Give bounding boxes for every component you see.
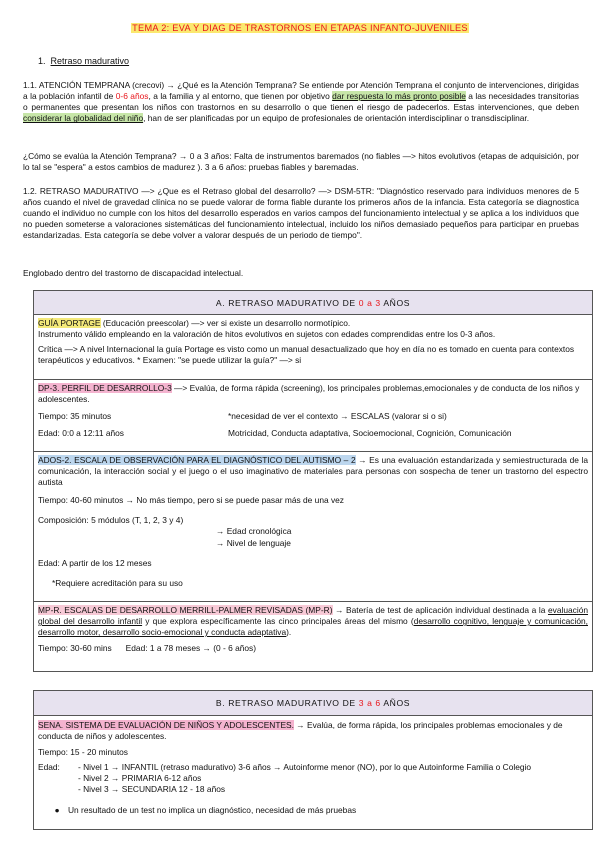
page-title: TEMA 2: EVA Y DIAG DE TRASTORNOS EN ETAPAS INFANTO-JUVENILES xyxy=(132,23,468,33)
bullet-item: ● Un resultado de un test no implica un diagnóstico, necesidad de más pruebas xyxy=(38,805,588,816)
paragraph-atencion-temprana: 1.1. ATENCIÓN TEMPRANA (crecovi) → ¿Qué es la Atención Temprana? Se entiende por Atención Temprana el conjunto de intervenciones, dirigidas a la población infantil de 0-6 años, a la familia y al entorno, que tienen por objetivo dar respuesta lo más pronto posible a las necesidades transitorias o permanentes que presentan los niños con trastornos en su desarrollo o que tienen el riesgo de padecerlos. Estas intervenciones, que deben considerar la globalidad del niño, han de ser planificadas por un equipo de profesionales de orientación interdisciplinar o transdisciplinar. xyxy=(23,80,579,124)
box-retraso-0-3 xyxy=(33,290,593,672)
section-ados2: ADOS-2. ESCALA DE OBSERVACIÓN PARA EL DIAGNÓSTICO DEL AUTISMO – 2 → Es una evaluación estandarizada y semiestructurada de la comunicación, la interacción social y el juego o el uso imaginativo de materiales para personas con sospecha de tener un trastorno del espectro autista Tiempo: 40-60 minutos → No más tiempo, pero si se puede pasar más de una vez Composición: 5 módulos (T, 1, 2, 3 y 4) → Edad cronológica → Nivel de lenguaje Edad: A partir de los 12 meses *Requiere acreditación para su uso xyxy=(34,452,592,602)
level-item: - Nivel 1 → INFANTIL (retraso madurativo) 3-6 años → Autoinforme menor (NO), por lo que Autoinforme Familia o Colegio xyxy=(78,762,532,773)
level-item: - Nivel 3 → SECUNDARIA 12 - 18 años xyxy=(78,784,226,795)
bullet-icon: ● xyxy=(54,804,60,815)
paragraph-retraso-madurativo: 1.2. RETRASO MADURATIVO —> ¿Que es el Retraso global del desarrollo? —> DSM-5TR: "Diagnóstico reservado para individuos menores de 5 años cuando el nivel de gravedad clínica no se puede valorar de forma fiable durante los primeros años de la infancia. Esta categoría se diagnostica cuando el individuo no cumple con los hitos del desarrollo esperados en varios campos del funcionamiento intelectual y se aplica a los individuos que no pueden someterse a valoraciones sistemáticas del funcionamiento intelectual, incluido los niños demasiado pequeños para participar en pruebas estandarizadas. Esta categoría se debe volver a valorar después de un periodo de tiempo". xyxy=(23,186,579,241)
box-retraso-3-6 xyxy=(33,690,593,830)
section-dp3: DP-3. PERFIL DE DESARROLLO-3 —> Evalúa, de forma rápida (screening), los principales problemas,emocionales y de conducta de los niños y adolescentes. Tiempo: 35 minutos *necesidad de ver el contexto → ESCALAS (valorar si o si) Edad: 0:0 a 12:11 años Motricidad, Conducta adaptativa, Socioemocional, Cognición, Comunicación xyxy=(34,380,592,452)
paragraph-englobado: Englobado dentro del trastorno de discapacidad intelectual. xyxy=(23,268,244,278)
paragraph-evaluacion: ¿Cómo se evalúa la Atención Temprana? → 0 a 3 años: Falta de instrumentos baremados (no fiables —> hitos evolutivos (etapas de adquisición, por lo tal se "espera" a estos cambios de madurez ). 3 a 6 años: pruebas fiables y baremadas. xyxy=(23,151,579,173)
box-b-header: B. RETRASO MADURATIVO DE 3 a 6 AÑOS xyxy=(34,691,592,716)
box-a-header: A. RETRASO MADURATIVO DE 0 a 3 AÑOS xyxy=(34,291,592,315)
heading-retraso-madurativo: 1. Retraso madurativo xyxy=(38,56,130,66)
sena-levels: Edad: - Nivel 1 → INFANTIL (retraso madurativo) 3-6 años → Autoinforme menor (NO), por lo que Autoinforme Familia o Colegio - Nivel 2 → PRIMARIA 6-12 años - Nivel 3 → SECUNDARIA 12 - 18 años xyxy=(38,762,532,795)
section-merrill-palmer: MP-R. ESCALAS DE DESARROLLO MERRILL-PALMER REVISADAS (MP-R) → Batería de test de aplicación individual destinada a la evaluación global del desarrollo infantil y que explora específicamente las cinco principales áreas del mismo (desarrollo cognitivo, lenguaje y comunicación, desarrollo motor, desarrollo socio-emocional y conducta adaptativa). Tiempo: 30-60 mins Edad: 1 a 78 meses → (0 - 6 años) xyxy=(38,605,589,654)
section-guia-portage: GUÍA PORTAGE (Educación preescolar) —> ver si existe un desarrollo normotípico. Instrumento válido empleando en la valoración de hitos evolutivos en sujetos con edades comprendidas entre los 0-3 años. Crítica —> A nivel Internacional la guía Portage es visto como un manual desactualizado que hoy en día no es tomado en cuenta para contextos terapéuticos y educativos. * Examen: "se puede utilizar la guía?" —> si xyxy=(34,315,592,380)
level-item: - Nivel 2 → PRIMARIA 6-12 años xyxy=(78,773,202,784)
section-sena: SENA. SISTEMA DE EVALUACIÓN DE NIÑOS Y ADOLESCENTES. → Evalúa, de forma rápida, los principales problemas emocionales y de conducta de niños y adolescentes. Tiempo: 15 - 20 minutos Edad: - Nivel 1 → INFANTIL (retraso madurativo) 3-6 años → Autoinforme menor (NO), por lo que Autoinforme Familia o Colegio - Nivel 2 → PRIMARIA 6-12 años - Nivel 3 → SECUNDARIA 12 - 18 años ● Un resultado de un test no implica un diagnóstico, necesidad de más pruebas xyxy=(34,716,592,820)
